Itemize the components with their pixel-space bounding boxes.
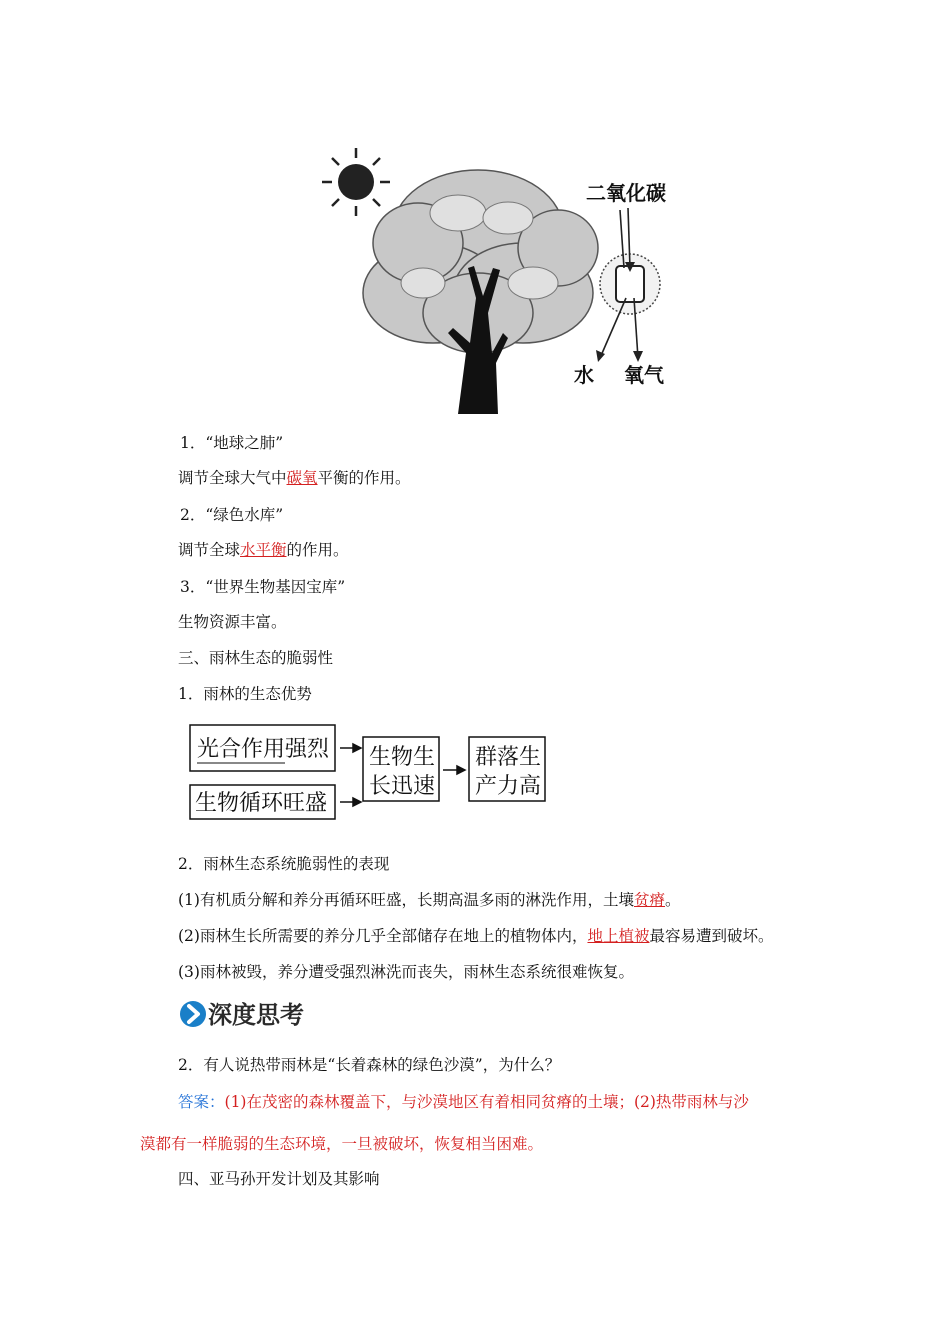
answer-text-1: (1)在茂密的森林覆盖下，与沙漠地区有着相同贫瘠的土壤；(2)热带雨林与沙 <box>224 1093 749 1111</box>
fragility-item-1-post: 。 <box>664 891 681 909</box>
section-2-text-pre: 调节全球 <box>178 541 241 559</box>
flow-box-high-productivity-line2: 产力高 <box>475 774 542 799</box>
deep-thinking-label: 深度思考 <box>208 1001 304 1029</box>
water-label: 水 <box>574 363 594 387</box>
deep-thinking-badge <box>178 994 318 1034</box>
section-2-text <box>178 539 349 561</box>
flow-box-rapid-growth-line1: 生物生 <box>369 745 436 770</box>
flow-box-photosynthesis-label: 光合作用强烈 <box>197 737 330 762</box>
fragility-item-2-pre: (2)雨林生长所需要的养分几乎全部储存在地上的植物体内， <box>178 927 588 945</box>
section-3-text: 生物资源丰富。 <box>178 613 287 631</box>
part-4-heading: 四、亚马孙开发计划及其影响 <box>178 1170 380 1188</box>
chevron-right-icon <box>180 1001 206 1027</box>
section-2-text-post: 的作用。 <box>286 541 349 559</box>
oxygen-label: 氧气 <box>624 363 664 387</box>
answer-line-2: 漠都有一样脆弱的生态环境，一旦被破坏，恢复相当困难。 <box>140 1135 544 1153</box>
ecological-advantage-flowchart <box>185 715 555 825</box>
fragility-item-3: (3)雨林被毁，养分遭受强烈淋洗而丧失，雨林生态系统很难恢复。 <box>178 963 634 981</box>
answer-line-1 <box>178 1091 749 1113</box>
tree-photosynthesis-figure <box>308 118 680 414</box>
fragility-item-2 <box>178 925 774 947</box>
fragility-item-2-post: 最容易遭到破坏。 <box>649 927 774 945</box>
part-3-subtitle-1: 1．雨林的生态优势 <box>178 685 312 703</box>
sun-icon <box>322 148 390 216</box>
answer-label: 答案： <box>178 1093 225 1111</box>
section-2-title: 2．“绿色水库” <box>180 506 284 524</box>
keyword-ground-vegetation: 地上植被 <box>587 927 650 945</box>
section-1-text <box>178 467 411 489</box>
part-3-heading: 三、雨林生态的脆弱性 <box>178 649 334 667</box>
section-3-title: 3．“世界生物基因宝库” <box>180 578 346 596</box>
co2-label: 二氧化碳 <box>586 181 666 205</box>
fragility-item-1-pre: (1)有机质分解和养分再循环旺盛，长期高温多雨的淋洗作用，土壤 <box>178 891 634 909</box>
fragility-title: 2．雨林生态系统脆弱性的表现 <box>178 855 390 873</box>
flow-box-bio-cycle-label: 生物循环旺盛 <box>195 791 328 816</box>
question-text: 2．有人说热带雨林是“长着森林的绿色沙漠”，为什么？ <box>178 1056 561 1074</box>
flow-box-high-productivity-line1: 群落生 <box>475 745 542 770</box>
keyword-infertile: 贫瘠 <box>633 891 665 909</box>
flow-box-rapid-growth-line2: 长迅速 <box>369 774 436 799</box>
section-1-text-pre: 调节全球大气中 <box>178 469 287 487</box>
section-1-title: 1．“地球之肺” <box>180 434 284 452</box>
section-1-text-post: 平衡的作用。 <box>317 469 411 487</box>
keyword-water-balance: 水平衡 <box>240 541 287 559</box>
keyword-carbon-oxygen: 碳氧 <box>286 469 318 487</box>
fragility-item-1 <box>178 889 681 911</box>
